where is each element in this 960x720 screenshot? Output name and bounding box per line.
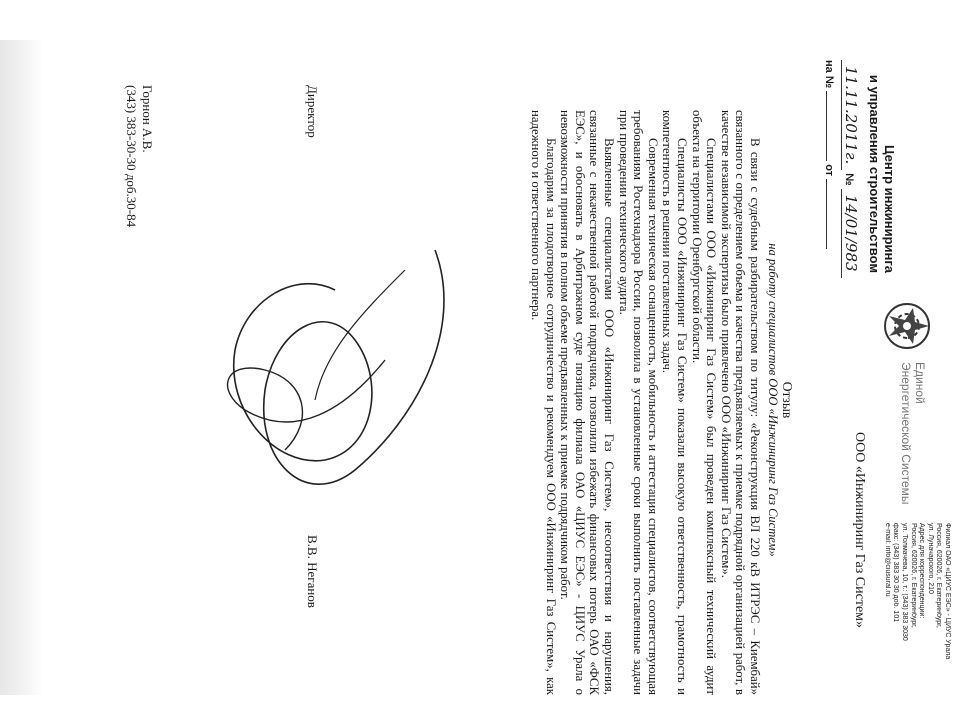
reply-number-prefix: на № xyxy=(823,60,835,89)
signer-role: Директор xyxy=(305,85,320,138)
address-line: Россия, 620026, г. Екатеринбург, xyxy=(935,523,943,628)
paragraph: Выявленные специалистами ООО «Инжиниринг Газ Систем», несоответствия и нарушения, связанные с некачественной работой подрядчика, позволили избежать финансовых потерь ОАО «ФСК ЕЭС», и обосновать в Арбитражном суде позицию филиала ОАО «ЦИУС ЕЭС» - ЦИУС Урала о невозможности принятия в полном объеме предъявленных к приемке подрядчиком работ. xyxy=(558,110,617,695)
address-line: ул. Луначарского, 210 xyxy=(926,523,934,594)
number-label: № xyxy=(843,173,855,186)
address-line: ул. Толмачева, 10, т.: (343) 383 3030 xyxy=(901,523,909,641)
paragraph: Специалистами ООО «Инжиниринг Газ Систем» был проведен комплексный технический аудит объекта на территории Оренбургской области. xyxy=(689,110,719,695)
paragraph: Благодарим за плодотворное сотрудничество и рекомендуем ООО «Инжиниринг Газ Систем», как надежного и ответственного партнера. xyxy=(529,110,558,695)
address-line: факс: (343) 383 30 30 доб. 101 xyxy=(892,523,900,623)
brand-line: Энергетической Системы xyxy=(899,362,913,505)
from-label: от xyxy=(823,164,835,177)
paragraph: В связи с судебным разбирательством по титулу: «Реконструкция ВЛ 220 кВ ИТРЭС – Киембай» связанного с определением объема и качества предъявляемых к приемке подрядной организацией работ, в качестве независимой экспертизы было привлечено ООО «Инжиниринг Газ Систем». xyxy=(718,110,762,695)
contact-name: Горнон А.В. xyxy=(140,85,155,153)
address-line: Адрес для корреспонденции: xyxy=(918,523,926,619)
contact-block xyxy=(124,85,155,227)
letter-title: Отзыв xyxy=(780,381,795,419)
signature-line xyxy=(304,85,320,685)
brand-line: Единой xyxy=(913,362,927,404)
org-line: Центр инжиниринга xyxy=(882,145,897,273)
organization-name xyxy=(867,68,897,273)
rotated-document xyxy=(50,40,955,695)
handwritten-signature xyxy=(195,210,475,550)
handwritten-date: 11.11.2011г. xyxy=(841,60,860,170)
address-line: Филиал ОАО «ЦИУС ЕЭС» - ЦИУС Урала xyxy=(944,523,951,660)
registration-line xyxy=(823,60,860,300)
letter-sheet xyxy=(50,40,955,695)
signer-name: В.В. Неганов xyxy=(305,535,320,608)
handwritten-number: 14/01/983 xyxy=(841,189,860,278)
paragraph: Современная техническая оснащенность, мобильность и аттестация специалистов, соответствующая требованиям Ростехнадзора России, позволила в установленные сроки выполнить поставленные задачи при проведении технического аудита. xyxy=(616,110,660,695)
scanned-letter-page xyxy=(50,40,955,695)
address-line: Россия, 620026, г. Екатеринбург, xyxy=(909,523,917,628)
letterhead-address xyxy=(882,523,951,693)
paragraph: Специалисты ООО «Инжиниринг Газ Систем» показали высокую ответственность, грамотность и компетентность в решении поставленных задач. xyxy=(660,110,690,695)
address-line: e-mail: info@ciusural.ru xyxy=(883,523,891,597)
letter-body xyxy=(529,110,763,695)
letter-subtitle: на работу специалистов ООО «Инжиниринг Газ Систем» xyxy=(766,243,780,557)
contact-phone: (343) 383-30-30 доб.30-84 xyxy=(124,85,140,228)
recipient: ООО «Инжиниринг Газ Систем» xyxy=(852,432,867,629)
org-line: и управления строительством xyxy=(867,74,882,273)
letter-title-block xyxy=(765,100,795,700)
scan-edge-shadow xyxy=(0,40,44,695)
company-logo-icon xyxy=(879,298,935,354)
